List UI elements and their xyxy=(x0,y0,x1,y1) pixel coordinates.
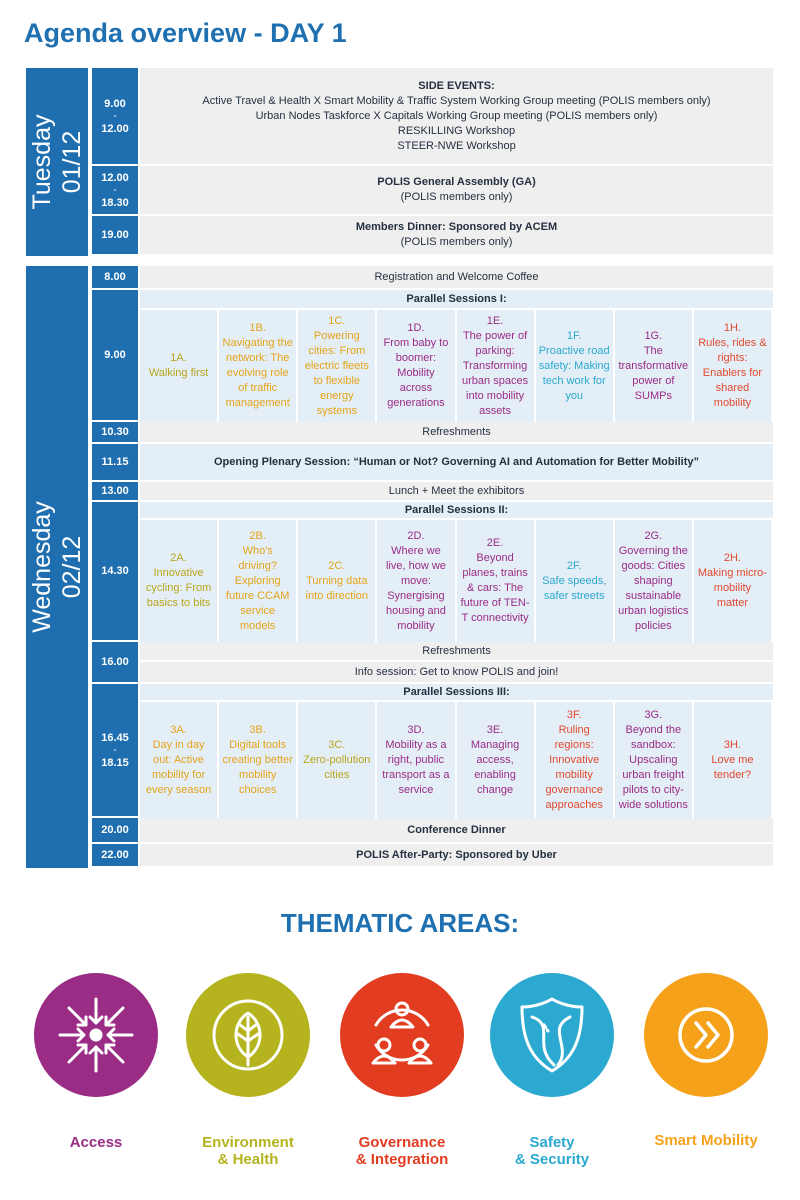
parallel3-sessions xyxy=(140,702,773,818)
parallel2-sessions xyxy=(140,520,773,642)
session-cell: 1D. From baby to boomer: Mobility across generations xyxy=(377,310,456,422)
safety-circle xyxy=(490,973,614,1097)
info-session-row: Info session: Get to know POLIS and join! xyxy=(140,662,773,684)
shield-road-icon xyxy=(512,995,592,1075)
leaf-globe-icon xyxy=(208,995,288,1075)
session-cell: 1C. Powering cities: From electric fleets to flexible energy systems xyxy=(298,310,377,422)
session-cell: 2D. Where we live, how we move: Synergising housing and mobility xyxy=(377,520,456,642)
thematic-heading: THEMATIC AREAS: xyxy=(280,908,520,938)
side-event-line: STEER-NWE Workshop xyxy=(397,139,516,152)
session-cell: 2B. Who's driving? Exploring future CCAM service models xyxy=(219,520,298,642)
tuesday-day-name: Tuesday xyxy=(28,114,56,210)
members-dinner-time: 19.00 xyxy=(92,216,138,256)
session-cell: 3F. Ruling regions: Innovative mobility governance approaches xyxy=(536,702,615,818)
people-network-icon xyxy=(362,995,442,1075)
session-cell: 2C. Turning data into direction xyxy=(298,520,377,642)
refreshments2-row: Refreshments xyxy=(140,642,773,662)
registration-time: 8.00 xyxy=(92,266,138,290)
session-cell: 1E. The power of parking: Transforming urban spaces into mobility assets xyxy=(457,310,536,422)
parallel2-time: 14.30 xyxy=(92,502,138,642)
conference-dinner-time: 20.00 xyxy=(92,818,138,844)
session-cell: 3B. Digital tools creating better mobility choices xyxy=(219,702,298,818)
general-assembly-time: 12.00 - 18.30 xyxy=(92,166,138,216)
after-party-row: POLIS After-Party: Sponsored by Uber xyxy=(140,844,773,868)
conference-dinner-row: Conference Dinner xyxy=(140,818,773,844)
members-dinner-row: Members Dinner: Sponsored by ACEM (POLIS members only) xyxy=(140,216,773,256)
tuesday-date: 01/12 xyxy=(58,130,86,194)
session-cell: 3G. Beyond the sandbox: Upscaling urban freight pilots to city-wide solutions xyxy=(615,702,694,818)
governance-circle xyxy=(340,973,464,1097)
general-assembly-row: POLIS General Assembly (GA) (POLIS members only) xyxy=(140,166,773,216)
access-label: Access xyxy=(69,1134,123,1151)
session-cell: 2H. Making micro-mobility matter xyxy=(694,520,773,642)
session-cell: 3H. Love me tender? xyxy=(694,702,773,818)
session-cell: 2F. Safe speeds, safer streets xyxy=(536,520,615,642)
session-cell: 1B. Navigating the network: The evolving role of traffic management xyxy=(219,310,298,422)
smart-mobility-circle xyxy=(644,973,768,1097)
session-cell: 3A. Day in day out: Active mobility for every season xyxy=(140,702,219,818)
session-cell: 1A. Walking first xyxy=(140,310,219,422)
side-events-time: 9.00 - 12.00 xyxy=(92,68,138,166)
smart-mobility-label: Smart Mobility xyxy=(654,1132,758,1149)
session-cell: 2A. Innovative cycling: From basics to bits xyxy=(140,520,219,642)
wednesday-date: 02/12 xyxy=(58,535,86,599)
wednesday-day-name: Wednesday xyxy=(28,501,56,633)
parallel1-sessions xyxy=(140,310,773,422)
environment-circle xyxy=(186,973,310,1097)
tuesday-day-column xyxy=(26,68,90,256)
governance-label: Governance & Integration xyxy=(355,1134,449,1168)
side-event-line: Active Travel & Health X Smart Mobility & Traffic System Working Group meeting (POLIS members only) xyxy=(202,94,711,107)
access-circle xyxy=(34,973,158,1097)
plenary-row: Opening Plenary Session: “Human or Not? Governing AI and Automation for Better Mobility” xyxy=(140,444,773,482)
parallel3-heading: Parallel Sessions III: xyxy=(140,684,773,702)
lunch-row: Lunch + Meet the exhibitors xyxy=(140,482,773,502)
side-events-heading: SIDE EVENTS: xyxy=(418,79,495,92)
session-cell: 1H. Rules, rides & rights: Enablers for shared mobility xyxy=(694,310,773,422)
refreshments1-time: 10.30 xyxy=(92,422,138,444)
environment-label: Environment & Health xyxy=(202,1134,294,1168)
fast-forward-icon xyxy=(666,995,746,1075)
parallel1-time: 9.00 xyxy=(92,290,138,422)
refreshments2-time: 16.00 xyxy=(92,642,138,684)
session-cell: 3C. Zero-pollution cities xyxy=(298,702,377,818)
side-event-line: RESKILLING Workshop xyxy=(397,124,516,137)
session-cell: 1G. The transformative power of SUMPs xyxy=(615,310,694,422)
after-party-time: 22.00 xyxy=(92,844,138,868)
side-event-line: Urban Nodes Taskforce X Capitals Working Group meeting (POLIS members only) xyxy=(255,109,658,122)
page-title: Agenda overview - DAY 1 xyxy=(24,18,347,48)
session-cell: 2E. Beyond planes, trains & cars: The future of TEN-T connectivity xyxy=(457,520,536,642)
plenary-time: 11.15 xyxy=(92,444,138,482)
side-events-row xyxy=(140,68,773,166)
parallel3-time: 16.45 - 18.15 xyxy=(92,684,138,818)
session-cell: 3E. Managing access, enabling change xyxy=(457,702,536,818)
session-cell: 3D. Mobility as a right, public transport as a service xyxy=(377,702,456,818)
access-arrows-icon xyxy=(56,995,136,1075)
safety-label: Safety & Security xyxy=(514,1134,590,1168)
parallel2-heading: Parallel Sessions II: xyxy=(140,502,773,520)
parallel1-heading: Parallel Sessions I: xyxy=(140,290,773,310)
lunch-time: 13.00 xyxy=(92,482,138,502)
wednesday-day-column xyxy=(26,266,90,868)
registration-row: Registration and Welcome Coffee xyxy=(140,266,773,290)
session-cell: 1F. Proactive road safety: Making tech work for you xyxy=(536,310,615,422)
session-cell: 2G. Governing the goods: Cities shaping sustainable urban logistics policies xyxy=(615,520,694,642)
refreshments1-row: Refreshments xyxy=(140,422,773,444)
